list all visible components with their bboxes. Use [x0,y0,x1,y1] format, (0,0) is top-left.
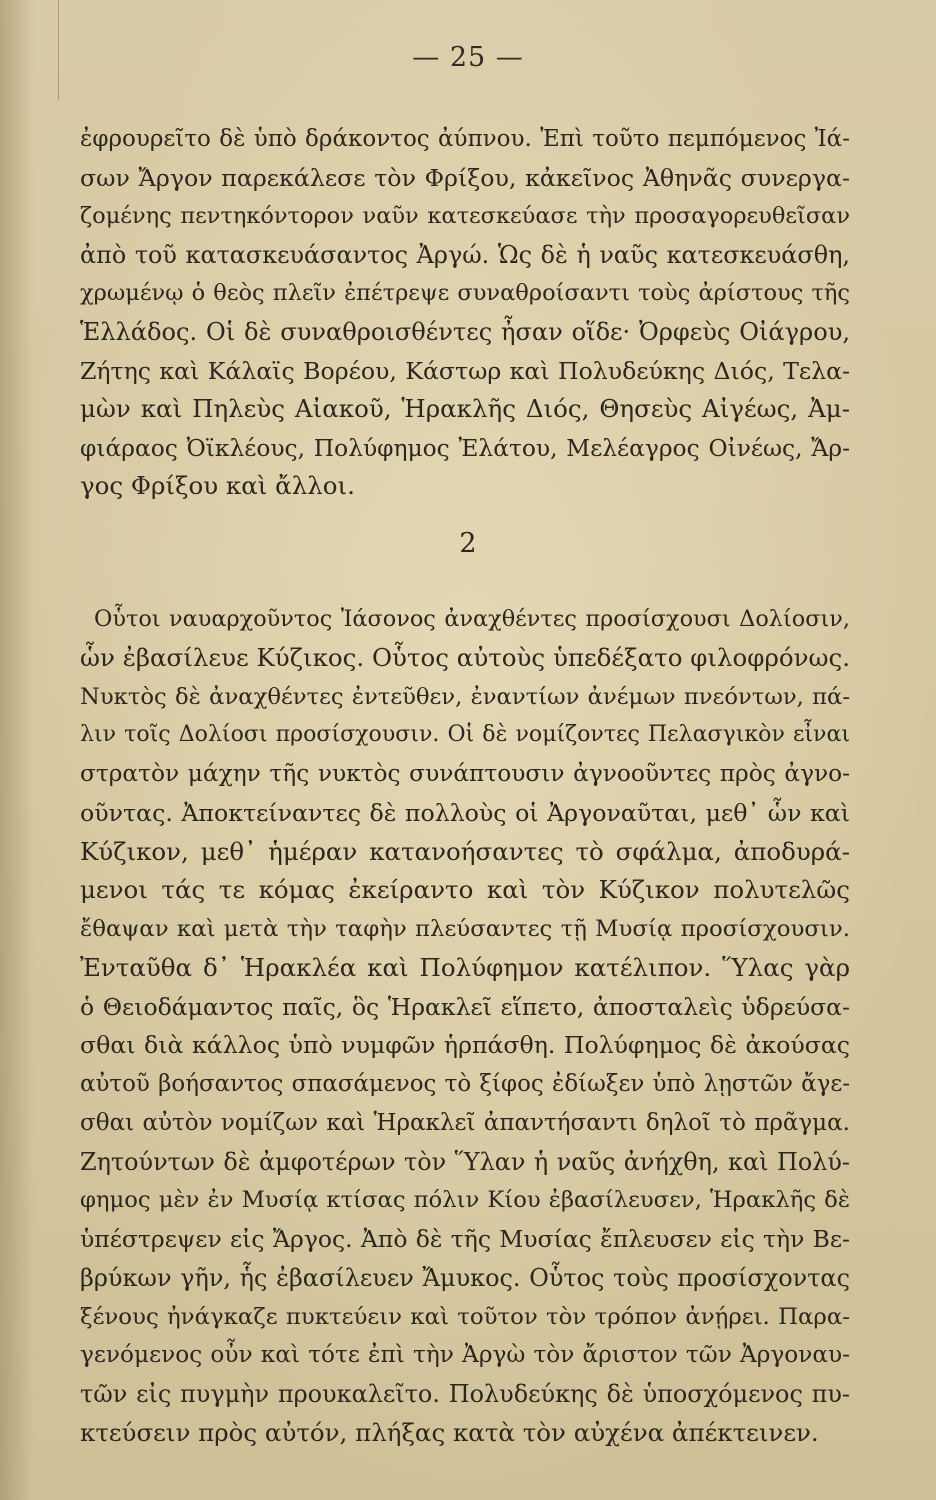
text-line: στρατὸν μάχην τῆς νυκτὸς συνάπτουσιν ἀγνοοῦντες πρὸς ἀγνο- [80,760,850,787]
text-line: ὑπέστρεψεν εἰς Ἄργος. Ἀπὸ δὲ τῆς Μυσίας ἔπλευσεν εἰς τὴν Βε- [80,1225,850,1253]
text-line: φιάραος Ὀϊκλέους, Πολύφημος Ἐλάτου, Μελέαγρος Οἰνέως, Ἄρ- [80,433,850,462]
paragraph-1 [80,120,850,506]
text-line: Ἑλλάδος. Οἱ δὲ συναθροισθέντες ἦσαν οἵδε· Ὀρφεὺς Οἰάγρου, [80,317,850,346]
text-line: τῶν εἰς πυγμὴν προυκαλεῖτο. Πολυδεύκης δὲ ὑποσχόμενος πυ- [80,1380,850,1408]
text-line: ἐφρουρεῖτο δὲ ὑπὸ δράκοντος ἀύπνου. Ἐπὶ τοῦτο πεμπόμενος Ἰά- [80,126,850,152]
text-line: μὼν καὶ Πηλεὺς Αἰακοῦ, Ἡρακλῆς Διός, Θησεὺς Αἰγέως, Ἀμ- [80,394,850,424]
text-line: λιν τοῖς Δολίοσι προσίσχουσιν. Οἱ δὲ νομίζοντες Πελασγικὸν εἶναι [80,722,850,748]
text-line: χρωμένῳ ὁ θεὸς πλεῖν ἐπέτρεψε συναθροίσαντι τοὺς ἀρίστους τῆς [80,280,850,307]
text-line: Ἐνταῦθα δ᾽ Ἡρακλέα καὶ Πολύφημον κατέλιπον. Ὕλας γὰρ [80,952,850,982]
text-line: γενόμενος οὖν καὶ τότε ἐπὶ τὴν Ἀργὼ τὸν ἄριστον τῶν Ἀργοναυ- [80,1341,850,1369]
text-line: Οὗτοι ναυαρχοῦντος Ἰάσονος ἀναχθέντες προσίσχουσι Δολίοσιν, [94,606,850,632]
text-line: σθαι αὐτὸν νομίζων καὶ Ἡρακλεῖ ἀπαντήσαντι δηλοῖ τὸ πρᾶγμα. [80,1109,850,1136]
text-line: κτεύσειν πρὸς αὐτόν, πλήξας κατὰ τὸν αὐχένα ἀπέκτεινεν. [80,1417,819,1447]
text-line: γος Φρίξου καὶ ἄλλοι. [80,471,355,501]
paragraph-2 [80,600,850,1453]
section-number: 2 [459,528,477,559]
text-line: ζομένης πεντηκόντορον ναῦν κατεσκεύασε τὴν προσαγορευθεῖσαν [80,203,850,230]
text-line: ὁ Θειοδάμαντος παῖς, ὃς Ἡρακλεῖ εἵπετο, ἀποσταλεὶς ὑδρεύσα- [80,992,850,1021]
text-line: σων Ἄργον παρεκάλεσε τὸν Φρίξου, κἀκεῖνος Ἀθηνᾶς συνεργα- [80,163,850,192]
text-line: μενοι τάς τε κόμας ἐκείραντο καὶ τὸν Κύζικον πολυτελῶς [80,875,850,905]
text-line: Νυκτὸς δὲ ἀναχθέντες ἐντεῦθεν, ἐναντίων ἀνέμων πνεόντων, πά- [80,683,850,710]
text-line: Ζητούντων δὲ ἀμφοτέρων τὸν Ὕλαν ἡ ναῦς ἀνήχθη, καὶ Πολύ- [80,1147,850,1176]
text-line: ἀπὸ τοῦ κατασκευάσαντος Ἀργώ. Ὡς δὲ ἡ ναῦς κατεσκευάσθη, [80,240,850,269]
text-line: Κύζικον, μεθ᾽ ἡμέραν κατανοήσαντες τὸ σφάλμα, ἀποδυρά- [80,836,850,866]
text-line: σθαι διὰ κάλλος ὑπὸ νυμφῶν ἡρπάσθη. Πολύφημος δὲ ἀκούσας [80,1031,850,1060]
text-line: Ζήτης καὶ Κάλαϊς Βορέου, Κάστωρ καὶ Πολυδεύκης Διός, Τελα- [80,356,850,385]
text-line: αὐτοῦ βοήσαντος σπασάμενος τὸ ξίφος ἐδίωξεν ὑπὸ λῃστῶν ἄγε- [80,1071,850,1097]
text-line: βρύκων γῆν, ἧς ἐβασίλευεν Ἄμυκος. Οὗτος τοὺς προσίσχοντας [80,1263,850,1292]
text-line: ἔθαψαν καὶ μετὰ τὴν ταφὴν πλεύσαντες τῇ Μυσίᾳ προσίσχουσιν. [80,916,850,942]
page-number: — 25 — [412,42,524,73]
text-line: φημος μὲν ἐν Μυσίᾳ κτίσας πόλιν Κίου ἐβασίλευσεν, Ἡρακλῆς δὲ [80,1187,850,1214]
text-line: οῦντας. Ἀποκτείναντες δὲ πολλοὺς οἱ Ἀργοναῦται, μεθ᾽ ὧν καὶ [80,798,850,827]
text-line: ὧν ἐβασίλευε Κύζικος. Οὗτος αὐτοὺς ὑπεδέξατο φιλοφρόνως. [80,642,850,672]
text-line: ξένους ἠνάγκαζε πυκτεύειν καὶ τοῦτον τὸν τρόπον ἀνῄρει. Παρα- [80,1303,850,1330]
